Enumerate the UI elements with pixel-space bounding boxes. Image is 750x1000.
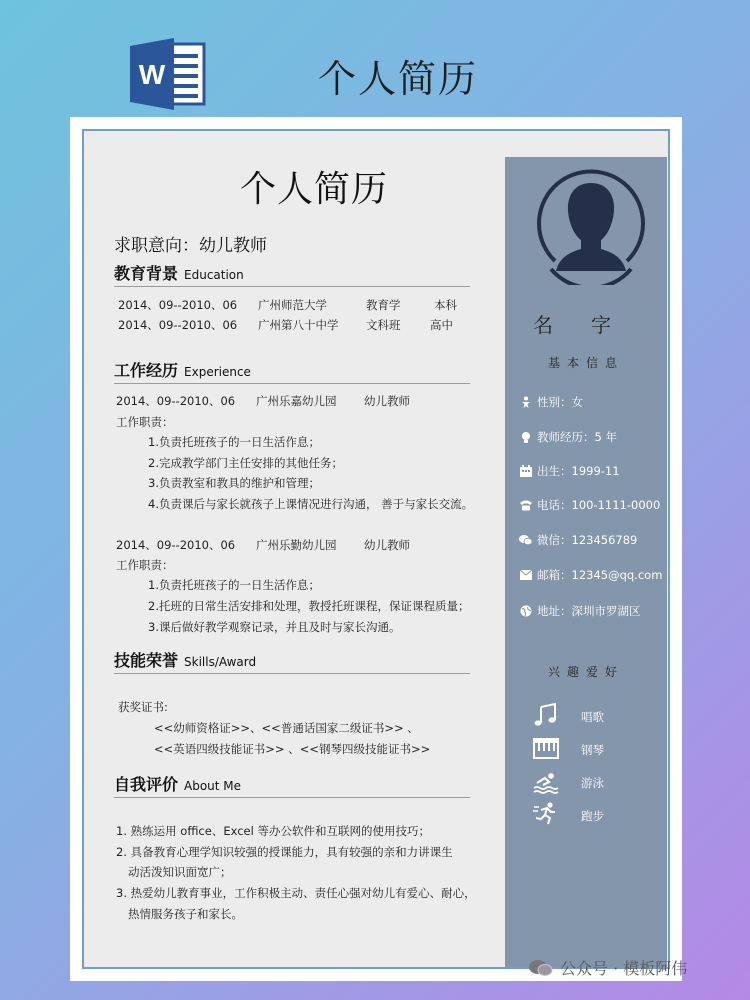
education-title-en: Education xyxy=(184,268,244,282)
hobby-label: 钢琴 xyxy=(581,743,604,757)
education-school: 广州师范大学 xyxy=(258,298,327,312)
skills-heading xyxy=(114,648,470,674)
hobby-title: 兴趣爱好 xyxy=(547,665,624,679)
hobby-label: 唱歌 xyxy=(581,710,604,724)
info-item xyxy=(519,497,660,513)
info-item xyxy=(519,532,637,548)
info-item xyxy=(519,567,662,583)
about-heading xyxy=(114,772,470,798)
music-icon xyxy=(533,703,559,727)
info-text: 出生：1999-11 xyxy=(537,464,620,478)
globe-icon xyxy=(519,605,532,618)
mail-icon xyxy=(519,569,532,582)
about-line: 1. 熟练运用 office、Excel 等办公软件和互联网的使用技巧； xyxy=(116,824,430,838)
info-text: 教师经历：5 年 xyxy=(537,430,617,444)
info-text: 地址：深圳市罗湖区 xyxy=(537,604,641,618)
word-logo-letter: W xyxy=(138,59,166,90)
info-text: 邮箱：12345@qq.com xyxy=(537,568,663,582)
info-text: 性别：女 xyxy=(537,395,583,409)
duty-item: 2.完成教学部门主任安排的其他任务； xyxy=(148,456,343,470)
duty-item: 1.负责托班孩子的一日生活作息； xyxy=(148,578,320,592)
resume-frame xyxy=(82,129,670,969)
info-item xyxy=(519,394,583,410)
hobby-label: 游泳 xyxy=(581,776,604,790)
about-title-en: About Me xyxy=(184,779,242,793)
info-item xyxy=(519,603,641,619)
experience-role: 幼儿教师 xyxy=(364,394,410,408)
experience-company: 广州乐勤幼儿园 xyxy=(256,538,337,552)
bulb-icon xyxy=(519,431,532,444)
watermark xyxy=(528,956,687,979)
duty-item: 1.负责托班孩子的一日生活作息； xyxy=(148,435,320,449)
experience-period: 2014、09--2010、06 xyxy=(116,394,236,408)
sidebar xyxy=(505,157,667,967)
resume-title: 个人简历 xyxy=(240,169,389,210)
watermark-text: 公众号 · 模板阿伟 xyxy=(560,959,688,978)
job-intention: 求职意向：幼儿教师 xyxy=(114,236,267,256)
calendar-icon xyxy=(519,465,532,478)
info-text: 电话：100-1111-0000 xyxy=(537,498,661,512)
experience-heading xyxy=(114,358,470,384)
about-line: 动活泼知识面宽广； xyxy=(128,865,232,879)
experience-title: 工作经历 xyxy=(114,361,179,380)
hobby-label: 跑步 xyxy=(581,809,604,823)
education-major: 文科班 xyxy=(366,318,401,332)
experience-title-en: Experience xyxy=(184,365,251,379)
education-title: 教育背景 xyxy=(114,264,179,283)
education-degree: 高中 xyxy=(430,318,453,332)
duty-item: 2.托班的日常生活安排和处理，教授托班课程，保证课程质量； xyxy=(148,599,470,613)
about-title: 自我评价 xyxy=(114,775,179,794)
wechat-watermark-icon xyxy=(528,958,554,978)
education-school: 广州第八十中学 xyxy=(258,318,339,332)
info-item xyxy=(519,429,617,445)
info-text: 微信：123456789 xyxy=(537,533,638,547)
word-logo-icon xyxy=(128,38,208,110)
about-line: 热情服务孩子和家长。 xyxy=(128,907,243,921)
swimming-icon xyxy=(533,770,559,794)
education-period: 2014、09--2010、06 xyxy=(118,298,238,312)
education-period: 2014、09--2010、06 xyxy=(118,318,238,332)
duty-label: 工作职责： xyxy=(116,415,174,429)
certificate-line: <<幼师资格证>>、<<普通话国家二级证书>> 、 xyxy=(154,721,419,735)
person-icon xyxy=(519,396,532,409)
education-degree: 本科 xyxy=(434,298,457,312)
wechat-icon xyxy=(519,534,532,547)
skills-title: 技能荣誉 xyxy=(114,651,179,670)
experience-company: 广州乐嘉幼儿园 xyxy=(256,394,337,408)
info-item xyxy=(519,463,620,479)
running-icon xyxy=(533,802,559,826)
about-line: 2. 具备教育心理学知识较强的授课能力，具有较强的亲和力讲课生 xyxy=(116,845,453,859)
phone-icon xyxy=(519,499,532,512)
certificate-line: <<英语四级技能证书>> 、<<钢琴四级技能证书>> xyxy=(154,742,431,756)
duty-item: 3.课后做好教学观察记录，并且及时与家长沟通。 xyxy=(148,620,401,634)
resume-sheet xyxy=(70,117,682,981)
skills-title-en: Skills/Award xyxy=(184,655,257,669)
basic-info-title: 基本信息 xyxy=(547,356,624,370)
avatar-icon xyxy=(537,169,645,285)
skills-label: 获奖证书: xyxy=(118,700,168,714)
about-line: 3. 热爱幼儿教育事业，工作积极主动、责任心强对幼儿有爱心、耐心， xyxy=(116,886,476,900)
candidate-name: 名字 xyxy=(533,313,649,337)
banner-title: 个人简历 xyxy=(318,57,479,101)
duty-label: 工作职责： xyxy=(116,558,174,572)
experience-period: 2014、09--2010、06 xyxy=(116,538,236,552)
education-major: 教育学 xyxy=(366,298,401,312)
education-heading xyxy=(114,261,470,287)
experience-role: 幼儿教师 xyxy=(364,538,410,552)
duty-item: 4.负责课后与家长就孩子上课情况进行沟通， 善于与家长交流。 xyxy=(148,497,474,511)
duty-item: 3.负责教室和教具的维护和管理； xyxy=(148,476,320,490)
piano-icon xyxy=(533,737,559,761)
